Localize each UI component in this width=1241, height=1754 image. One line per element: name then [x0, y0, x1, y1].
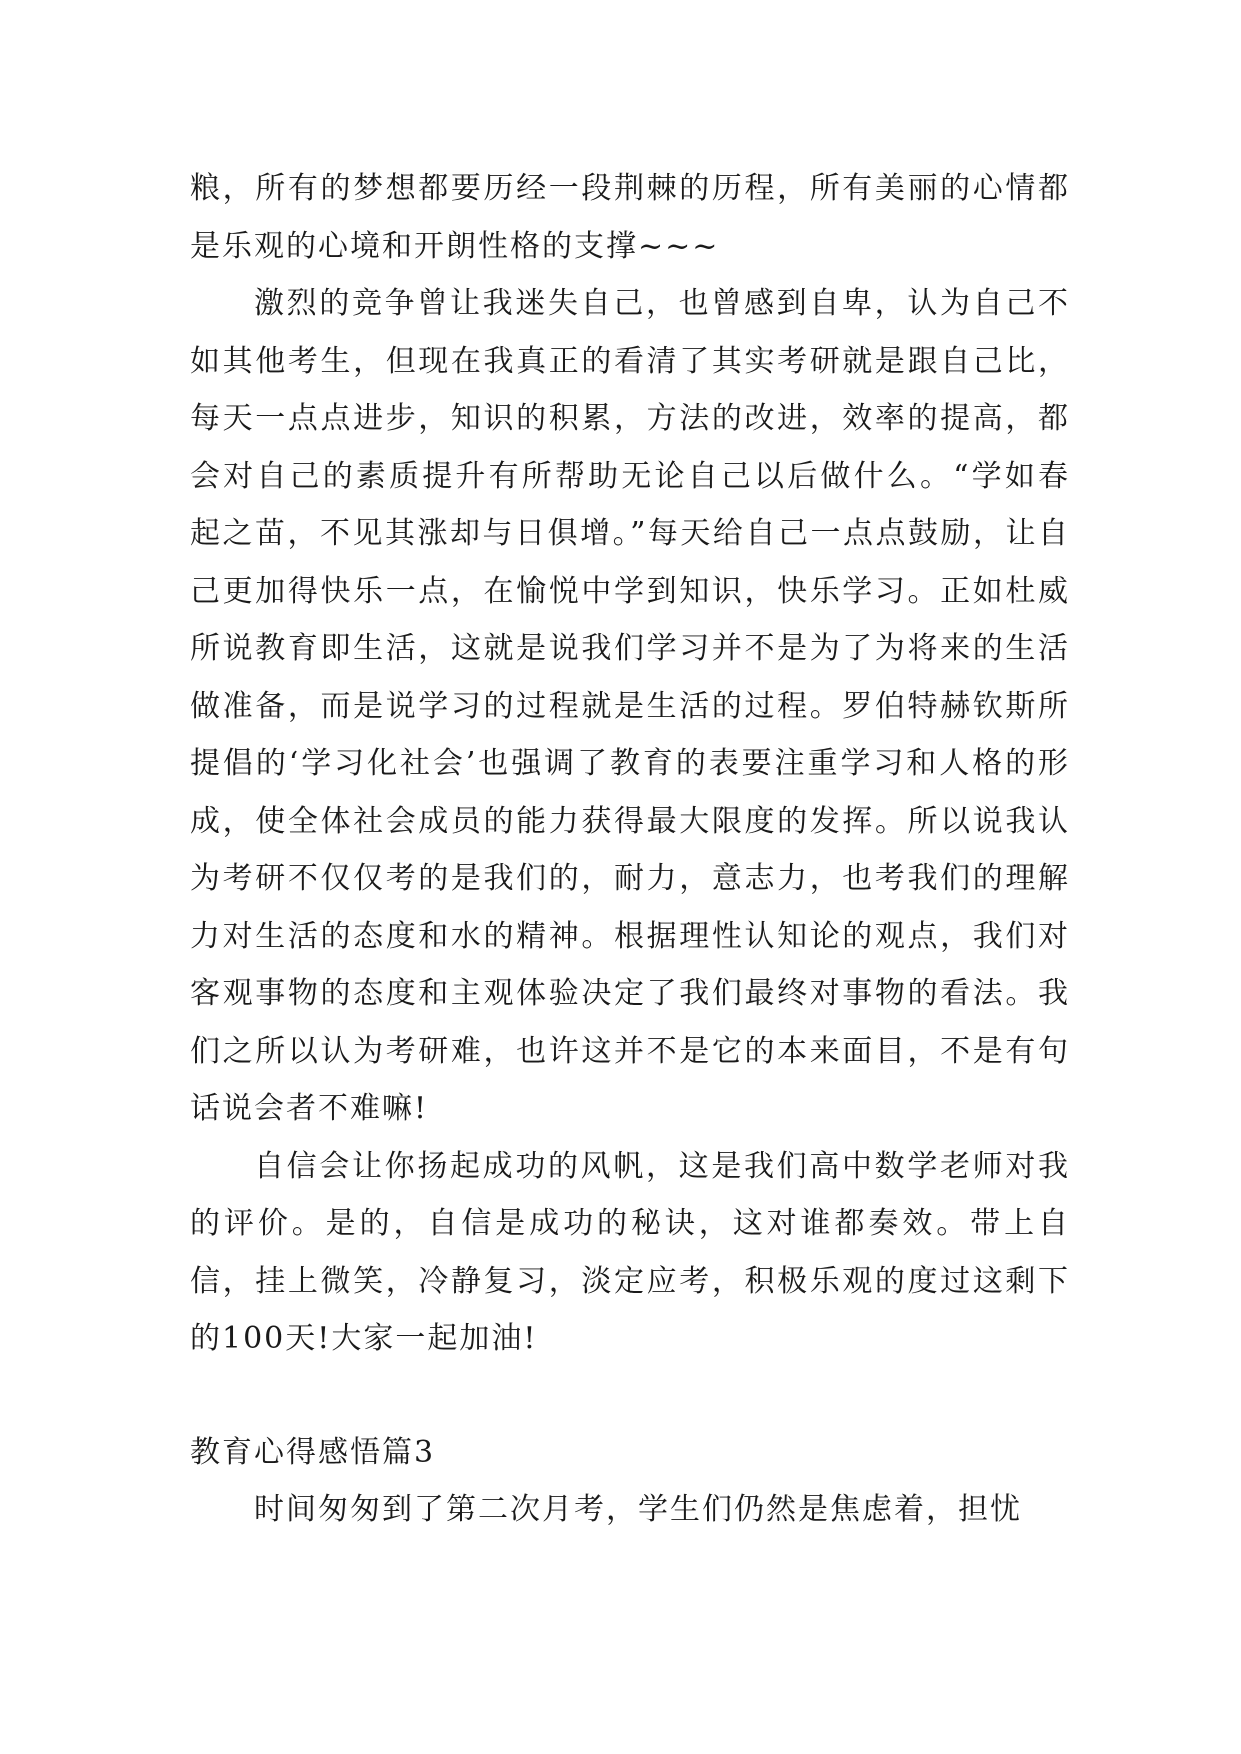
paragraph-confidence: 自信会让你扬起成功的风帆，这是我们高中数学老师对我的评价。是的，自信是成功的秘诀，这对谁都奏效。带上自信，挂上微笑，冷静复习，淡定应考，积极乐观的度过这剩下的100天!大家一起加油! [190, 1148, 1070, 1356]
paragraph-exam-competition: 激烈的竞争曾让我迷失自己，也曾感到自卑，认为自己不如其他考生，但现在我真正的看清了其实考研就是跟自己比，每天一点点进步，知识的积累，方法的改进，效率的提高，都会对自己的素质提升有所帮助无论自己以后做什么。“学如春起之苗，不见其涨却与日俱增。”每天给自己一点点鼓励，让自己更加得快乐一点，在愉悦中学到知识，快乐学习。正如杜威所说教育即生活，这就是说我们学习并不是为了为将来的生活做准备，而是说学习的过程就是生活的过程。罗伯特赫钦斯所提倡的‘学习化社会’也强调了教育的表要注重学习和人格的形成，使全体社会成员的能力获得最大限度的发挥。所以说我认为考研不仅仅考的是我们的，耐力，意志力，也考我们的理解力对生活的态度和水的精神。根据理性认知论的观点，我们对客观事物的态度和主观体验决定了我们最终对事物的看法。我们之所以认为考研难，也许这并不是它的本来面目，不是有句话说会者不难嘛! [190, 286, 1070, 1126]
paragraph-second-exam: 时间匆匆到了第二次月考，学生们仍然是焦虑着，担忧 [254, 1492, 1022, 1527]
paragraph-continuation: 粮，所有的梦想都要历经一段荆棘的历程，所有美丽的心情都是乐观的心境和开朗性格的支撑~~~ [190, 171, 1070, 264]
section-heading: 教育心得感悟篇3 [190, 1434, 436, 1470]
document-body [190, 160, 1070, 1539]
